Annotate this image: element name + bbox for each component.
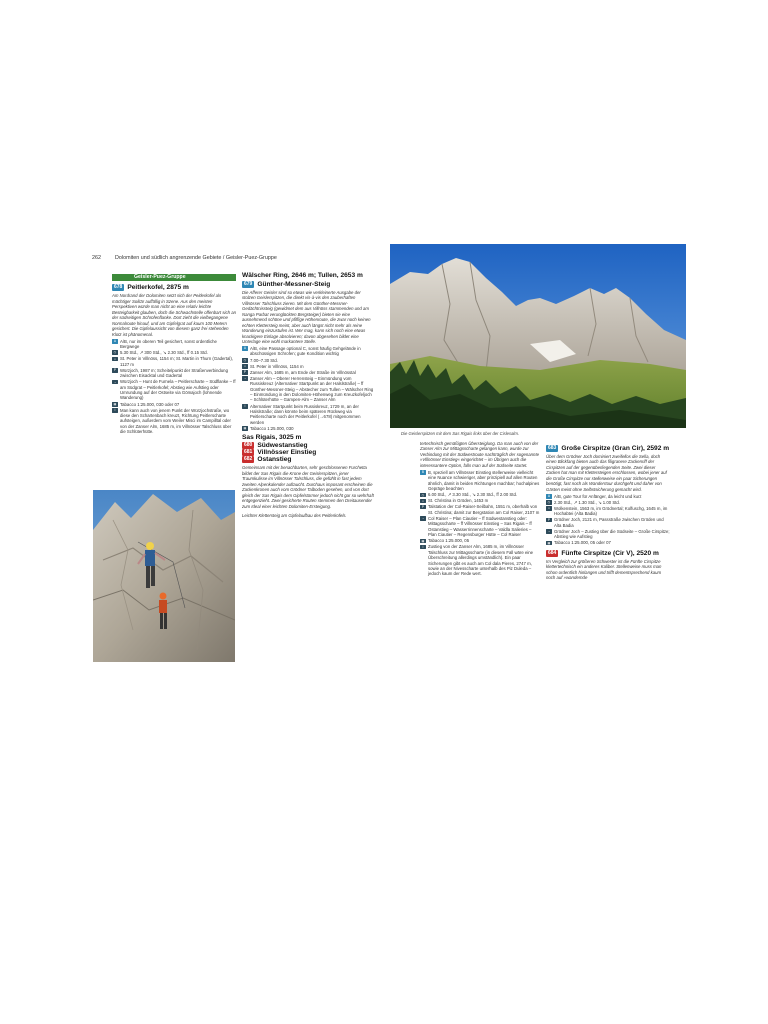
route-intro: Über dem Grödner Joch dominiert zweifellos die Sella, doch einen Blickfang bieten auch das filigranere Zackenriff der Cirspitzen auf der gegenüberliegenden Seite. Zwei dieser Zacken hat man mit Klettersteigen erschlossen, wobei jener auf die Große Cirspitze nur stellenweise ein paar Sicherungen benötigt, fast noch als Wanderrtour durchgeht und daher von Gästen meist ohne Selbstsicherung gemacht wird. bbox=[546, 454, 667, 492]
route-title: Südwestanstieg bbox=[257, 442, 308, 450]
route-title: Große Cirspitze (Gran Cir), 2592 m bbox=[561, 445, 670, 452]
info-tip: i Alternativer Startpunkt beim Russiskreuz, 1729 m, an der Halslstraße; dann könnte beim späteren Rückweg via Peitlerscharte noch der Peitlerkofel (→678) mitgenommen werden bbox=[242, 404, 374, 426]
photo-caption: Leichter Klettersteig am Gipfelaufbau des Peitlerkofels. bbox=[242, 513, 347, 519]
group-label: Geisler-Puez-Gruppe bbox=[112, 274, 236, 281]
map-icon: ▦ bbox=[421, 538, 425, 543]
info-base: ⌂ St. Christina in Gröden, 1453 m bbox=[420, 498, 540, 503]
clock-icon: ◷ bbox=[547, 500, 551, 505]
tip-icon: i bbox=[242, 404, 248, 409]
map-icon: ▦ bbox=[243, 426, 247, 431]
info-time: ◷ 5.30 Std., ↗ 300 Std., ↘ 2.30 Std., ff 0.15 Std. bbox=[113, 350, 208, 356]
page-number: 262 bbox=[92, 255, 101, 261]
route-680-heading bbox=[242, 442, 374, 449]
parking-icon: P bbox=[113, 368, 117, 373]
route-number-badge: 680 bbox=[244, 442, 253, 449]
info-difficulty: B B, speziell am Villnösser Einstieg stellenweise vielleicht eine Nuance schwieriger, aber prinzipiell auf allen Routen ähnlich, damit in beiden Richtungen machbar; hochalpines Gepräge beachten bbox=[421, 469, 540, 492]
info-time: ◷ 7.00–7.30 Std. bbox=[243, 357, 278, 363]
info-base: ⌂ St. Peter in Villnöss, 1154 m bbox=[242, 364, 374, 369]
section-title-sas-rigais: Sas Rigais, 3025 m bbox=[242, 434, 302, 442]
parking-icon: P bbox=[547, 517, 551, 522]
route-title: Peitlerkofel, 2875 m bbox=[127, 284, 189, 292]
info-route: → Würzjoch – Hunt de Furnela – Peitlerscharte – Südflanke – ff am Südgrat – Peitlerkofel; Abstieg wie Aufstieg oder Umrundung auf der Ostseite via Gömajoch (lohnende Wanderung) bbox=[113, 379, 236, 401]
right-column-2 bbox=[546, 443, 670, 582]
info-base: ⌂ Wolkenstein, 1563 m, im Grödnertal; Kolfuschg, 1645 m, im Hochabtei (Alta Badia) bbox=[546, 506, 670, 517]
route-number-badge: 678 bbox=[114, 284, 123, 291]
info-difficulty: A A/B, gute Tour für Anfänger, da leicht und kurz bbox=[547, 493, 642, 499]
route-intro-continued: tertechnisch gemäßigten Übersteiglung. Da man auch von der Zanser Alm zur Mittagsscharte gelangen kann, wurde zur Verbindung mit der Südwestroute nachträglich der sogenannte »Villnösser Einstieg« eingerichtet – im Übrigen auch die interessantere Option, falls man auf der Südseite startet. bbox=[420, 441, 540, 468]
route-678-heading bbox=[112, 284, 236, 291]
info-parking: P Grödner Joch, 2121 m, Passstraße zwischen Gröden und Alta Badia bbox=[547, 517, 664, 528]
route-title: Fünfte Cirspitze (Cir V), 2520 m bbox=[561, 549, 659, 557]
running-head bbox=[92, 255, 382, 261]
clock-icon: ◷ bbox=[243, 357, 247, 362]
tip-icon: i bbox=[112, 408, 118, 413]
parking-icon: P bbox=[243, 370, 247, 375]
route-681-heading bbox=[242, 449, 374, 456]
route-icon: → bbox=[547, 529, 551, 534]
parking-icon: P bbox=[421, 504, 425, 509]
route-684-heading bbox=[546, 550, 670, 557]
info-tip: i Zustieg von der Zanser Alm, 1685 m, im Villnösser Talschluss zur Mittagsscharte (in diesem Fall wäre eine Überschreitung allerdings umständlich). Ein paar Sicherungen gibt es auch am Col dala Pieres, 2747 m, sowie an der Nivesscharte unterhalb des Piz Duleda – jedoch kaum der Rede wert. bbox=[420, 544, 540, 577]
difficulty-icon: B bbox=[421, 470, 425, 475]
route-number-badge: 683 bbox=[548, 445, 557, 451]
route-intro: Gemeinsam mit der benachbarten, sehr geschlossenen Furchetta bildet der Sas Rigais die Krone der Geislerspitzen, jener Traumkulisse im Villnösser Talschluss, die gefühlt in fast jedem zweiten Alpenkalender auftaucht. Durchaus imposant erscheinen die Zackenkronen auch vom Grödner Talboden gesehen, und von dort gleich der Sas Rigais dem Gipfelstürmer jedoch nicht gar so wehrhaft entgegenzieht. Zwei gesicherte Routen stemmen den Dreitausender zum Ideal einer leichten Dolomiten-Ersteigung. bbox=[242, 465, 374, 509]
difficulty-icon: A bbox=[547, 494, 551, 499]
info-map: ▦ Tabacco 1:25.000, 030 bbox=[243, 425, 294, 431]
difficulty-icon: A bbox=[243, 346, 247, 351]
house-icon: ⌂ bbox=[112, 357, 118, 362]
info-difficulty: A A/B, eine Passage optional C, sonst häufig Gehgelände in abschüssigen Schrofen; gute Kondition wichtig bbox=[243, 346, 361, 357]
info-parking: P Talstation der Col-Raiser-Seilbahn, 1551 m, oberhalb von St. Christina; damit zur Bergstation am Col Raiser, 2107 m bbox=[421, 504, 540, 515]
info-map: ▦ Tabacco 1:25.000, 030 oder 07 bbox=[113, 401, 180, 407]
right-column-1 bbox=[420, 441, 540, 578]
running-head-text: Dolomiten und südlich angrenzende Gebiete / Geisler-Puez-Gruppe bbox=[115, 255, 277, 261]
route-679-heading bbox=[242, 281, 374, 288]
route-number-badge: 684 bbox=[548, 549, 557, 556]
route-intro: Am Nordrand der Dolomiten setzt sich der Peitlerkofel als mächtiger Solitär auffällig in Szene. Aus den meisten Perspektiven würde man nicht an eine relativ leichte Besteigbarkeit glauben, doch die Schwachstelle offenbart sich an der südseitigen Schrofenflanke. Dort zieht die vielbegangene Normalroute hinauf, und am Gipfelgrat auf kaum 100 Metern gesichert. Die Gipfelaussicht von diesem ganz frei stehenden Klotz ist phänomenal. bbox=[112, 293, 236, 337]
difficulty-icon: A bbox=[113, 338, 117, 343]
route-intro: Im Vergleich zur größeren Schwester ist die Fünfte Cirspitze klettertechnisch ein anderes Kaliber. Stellenweise muss man schon ordentlich hinlangen und trifft dementsprechend kaum noch auf »wandernde bbox=[546, 558, 662, 581]
route-icon: → bbox=[113, 379, 117, 384]
route-number-badge: 682 bbox=[244, 456, 253, 463]
house-icon: ⌂ bbox=[420, 499, 426, 504]
house-icon: ⌂ bbox=[546, 506, 552, 511]
info-time: ◷ 2.30 Std., ↗ 1.30 Std., ↘ 1.00 Std. bbox=[547, 499, 620, 505]
info-base: ⌂ St. Peter in Villnöss, 1154 m; St. Martin in Thurn (Gadertal), 1127 m bbox=[112, 356, 236, 367]
section-title-waelscher-ring: Wälscher Ring, 2646 m; Tullen, 2653 m bbox=[242, 272, 363, 279]
info-difficulty: A A/B, nur im oberen Teil gesichert, sonst ordentliche Bergwege bbox=[113, 338, 217, 350]
photo-caption-right: Die Geislerspitzen mit dem Sas Rigais links über der Cislesalm. bbox=[401, 431, 519, 436]
route-title: Ostanstieg bbox=[257, 456, 292, 464]
geislerspitzen-photo bbox=[390, 244, 686, 428]
info-tip: i Man kann auch von jenem Punkt der Würzjochstraße, wo diese den Schartenbach kreuzt, Richtung Peitlerscharte aufsteigen, außerdem vom Weiler Misci im Campilltal oder von der Zanser Alm, 1685 m, im Villnösser Talschluss über die Schlüterhütte. bbox=[112, 408, 236, 435]
tip-icon: i bbox=[420, 545, 426, 550]
route-number-badge: 681 bbox=[244, 449, 253, 456]
route-icon: → bbox=[421, 516, 425, 521]
route-title: Günther-Messner-Steig bbox=[257, 281, 331, 288]
info-route: → Col Raiser – Plan Ciautier – ff Südwestanstieg oder: Mittagsscharte – ff Villnösser Einstieg – Sas Rigais – ff Ostanstieg – Wasserrinnenscharte – Valdla Salieries – Plan Ciautier – Regensburger Hütte – Col Raiser bbox=[421, 515, 532, 538]
info-route: → Zanser Alm – Oberer Herrensteig – Einmündung vom Russiskreuz (Alternativer Startpunkt an der Halslstraße) – ff Günther-Messner-Steig – Abstecher zum Tullen – Wälscher Ring – Einmündung in den Dolomiten-Höhenweg zum Kreuzkofeljoch – Schlüterhütte – Gampen-Alm – Zanser Alm bbox=[243, 375, 374, 403]
info-time: ◷ 6.00 Std., ↗ 3.30 Std., ↘ 2.30 Std., ff 2.00 Std. bbox=[421, 492, 518, 498]
route-number-badge: 679 bbox=[244, 281, 253, 287]
map-icon: ▦ bbox=[113, 401, 117, 406]
info-map: ▦ Tabacco 1:25.000, 05 oder 07 bbox=[547, 540, 611, 546]
house-icon: ⌂ bbox=[242, 364, 248, 369]
left-column-1 bbox=[112, 274, 236, 435]
route-intro: Die Afferer Geisler sind so etwas wie verkleinerte Ausgabe der stolzen Geislerspitzen, die direkt vis-à-vis den zauberhaften Villnösser Talschluss zieren. Mit dem Günther-Messner-Gedächtnissteig (gewidmet dem aus Villnöss stammenden und am Nanga Parbat verunglückten Bergsteiger) bieten sie eine ausnehmend schöne und pfiffige Höhenroute, die zwar noch keinen echten Klettersteig meint, aber auch längst nicht mehr als reine Wanderung einzustufen ist. Wer mag, kann sich noch eine etwas knackigere Einlage absolvieren; davon abgesehen bildet eine Unterlage eine wohl markantere Stelle. bbox=[242, 290, 371, 345]
info-map: ▦ Tabacco 1:25.000, 05 bbox=[421, 538, 470, 544]
info-route: → Grödner Joch – Zustieg über die Südseite – Große Cirspitze; Abstieg wie Aufstieg bbox=[547, 528, 670, 540]
info-parking: P Würzjoch, 1987 m; Scheitelpunkt der Straßenverbindung zwischen Eisacktal und Gadertal bbox=[113, 367, 228, 379]
map-icon: ▦ bbox=[547, 540, 551, 545]
left-column-2 bbox=[242, 272, 374, 520]
route-683-heading bbox=[546, 445, 670, 452]
route-title: Villnösser Einstieg bbox=[257, 449, 317, 457]
climber-photo bbox=[93, 490, 235, 662]
info-parking: P Zanser Alm, 1685 m, am Ende der Straße im Villnösstal bbox=[243, 369, 356, 375]
route-icon: → bbox=[243, 376, 247, 381]
route-682-heading bbox=[242, 456, 374, 463]
clock-icon: ◷ bbox=[113, 350, 117, 355]
clock-icon: ◷ bbox=[421, 492, 425, 497]
